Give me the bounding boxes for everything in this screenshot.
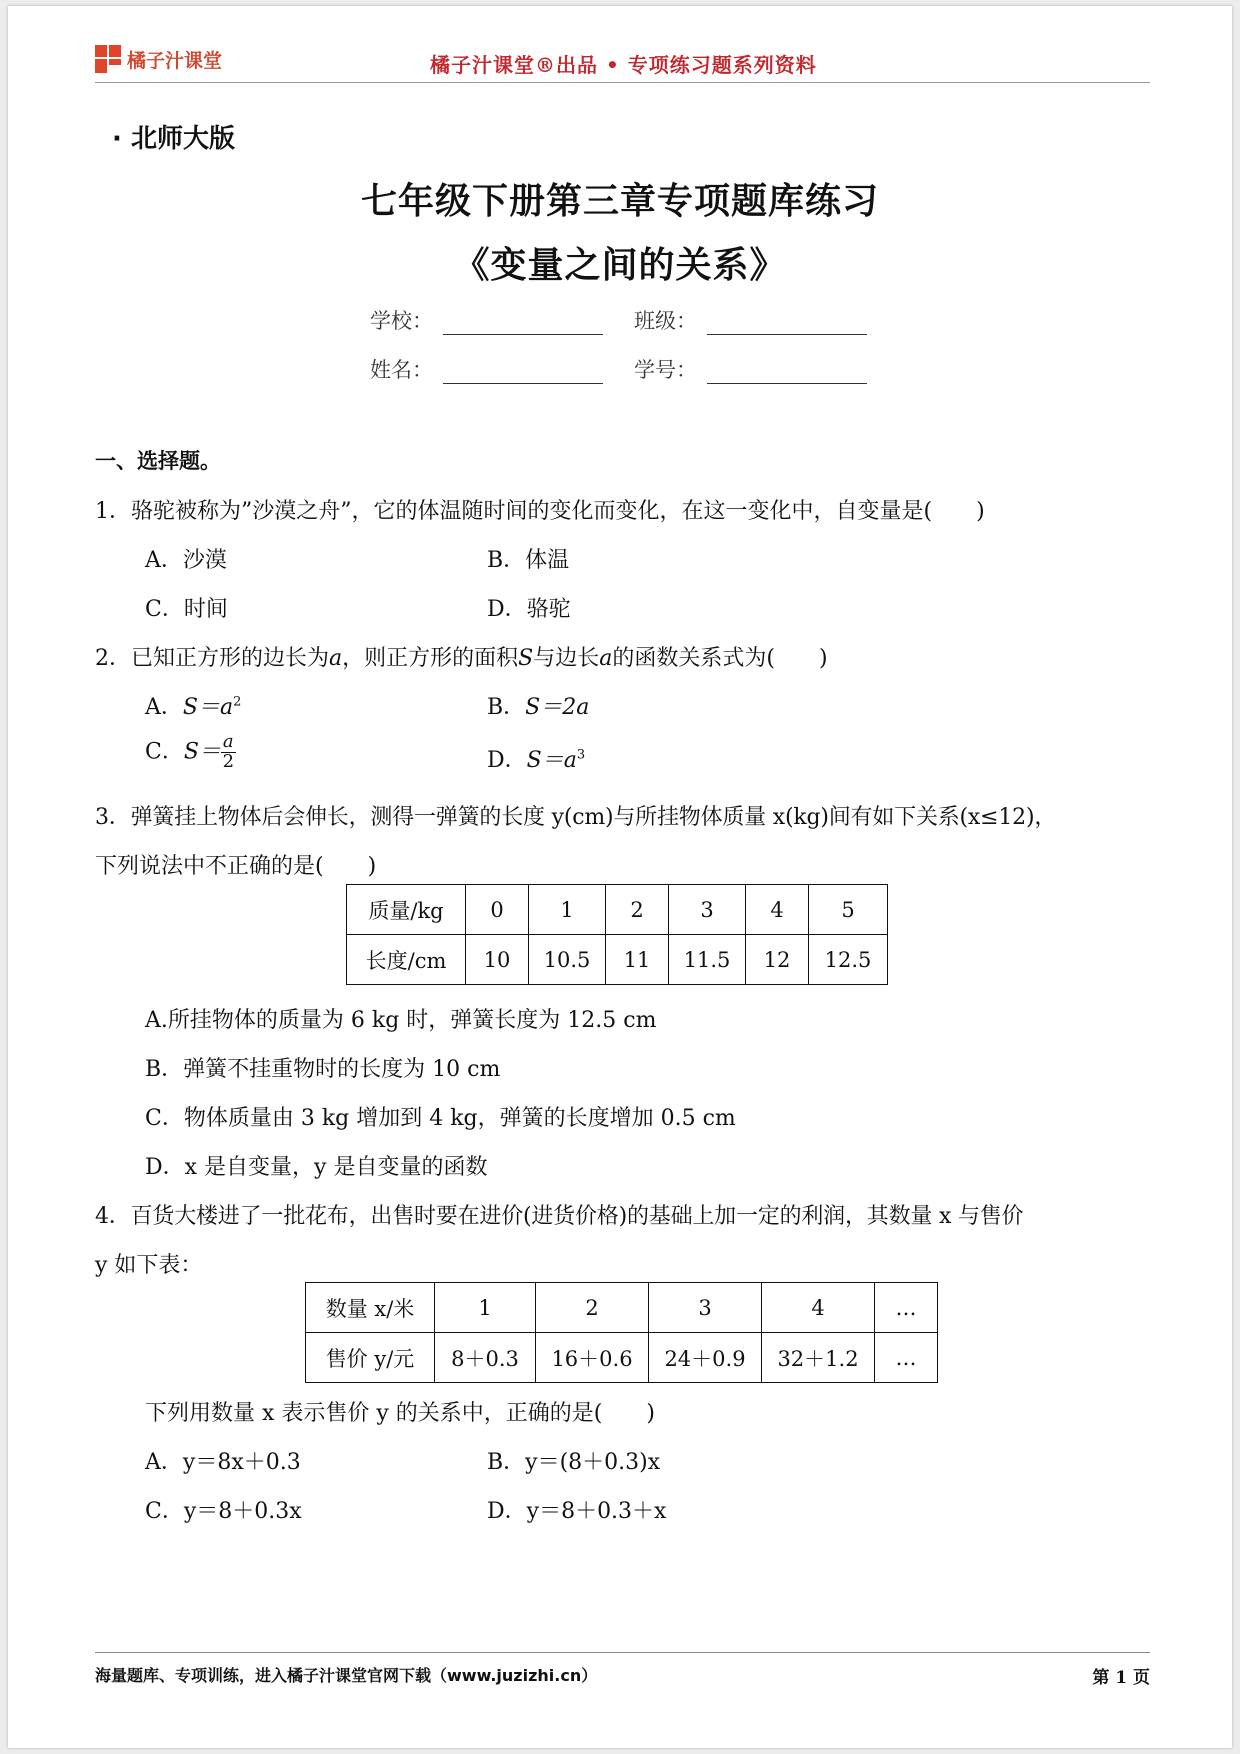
table-cell: 3 <box>669 885 746 935</box>
question-4-option-b[interactable]: B．y＝(8＋0.3)x <box>487 1450 661 1475</box>
table-row <box>347 885 888 935</box>
question-4-prompt: 下列用数量 x 表示售价 y 的关系中，正确的是( ) <box>145 1401 655 1426</box>
page-subtitle: 《变量之间的关系》 <box>453 244 787 286</box>
table-cell: 2 <box>536 1283 649 1333</box>
question-4-option-d[interactable]: D．y＝8＋0.3＋x <box>487 1499 667 1524</box>
table-row <box>306 1333 938 1383</box>
table-cell: 24＋0.9 <box>649 1333 762 1383</box>
page-title: 七年级下册第三章专项题库练习 <box>360 180 879 222</box>
question-1-option-a[interactable]: A．沙漠 <box>145 548 227 573</box>
fraction: $\frac{a}{2}$ <box>222 731 235 772</box>
student-id-blank[interactable] <box>707 363 867 384</box>
table-cell: … <box>875 1283 938 1333</box>
question-1-option-d[interactable]: D．骆驼 <box>487 597 571 622</box>
table-cell: 4 <box>746 885 809 935</box>
question-2-stem: 2．已知正方形的边长为a，则正方形的面积S与边长a的函数关系式为( ) <box>95 646 828 671</box>
footer-promo: 海量题库、专项训练，进入橘子汁课堂官网下载（www.juzizhi.cn） <box>95 1666 598 1685</box>
question-4-option-a[interactable]: A．y＝8x＋0.3 <box>145 1450 301 1475</box>
logo-icon <box>95 45 121 73</box>
question-2-option-d[interactable]: D．$S=a^3$ <box>487 747 586 773</box>
table-header-cell: 长度/cm <box>347 935 466 985</box>
question-3-option-b[interactable]: B．弹簧不挂重物时的长度为 10 cm <box>145 1057 501 1082</box>
table-cell: 16＋0.6 <box>536 1333 649 1383</box>
header-tagline: 橘子汁课堂®出品 • 专项练习题系列资料 <box>430 53 817 77</box>
table-cell: … <box>875 1333 938 1383</box>
name-field: 姓名： <box>370 354 603 384</box>
question-3-option-c[interactable]: C．物体质量由 3 kg 增加到 4 kg，弹簧的长度增加 0.5 cm <box>145 1106 736 1131</box>
table-header-cell: 质量/kg <box>347 885 466 935</box>
question-1-option-c[interactable]: C．时间 <box>145 597 228 622</box>
table-cell: 4 <box>762 1283 875 1333</box>
table-row <box>347 935 888 985</box>
question-4-stem-line1: 4．百货大楼进了一批花布，出售时要在进价(进货价格)的基础上加一定的利润，其数量 x 与售价 <box>95 1204 1024 1229</box>
table-cell: 3 <box>649 1283 762 1333</box>
table-cell: 5 <box>809 885 888 935</box>
table-header-cell: 售价 y/元 <box>306 1333 435 1383</box>
class-field: 班级： <box>634 305 867 335</box>
page-footer <box>95 1652 1150 1693</box>
question-2-option-a[interactable]: A．$S=a^2$ <box>145 694 242 720</box>
page-number: 第 1 页 <box>1092 1668 1150 1688</box>
question-2-option-c[interactable]: C．S＝ $\frac{a}{2}$ <box>145 731 235 772</box>
table-cell: 11 <box>606 935 669 985</box>
table-cell: 32＋1.2 <box>762 1333 875 1383</box>
question-3-option-d[interactable]: D．x 是自变量，y 是自变量的函数 <box>145 1155 488 1180</box>
question-4-option-c[interactable]: C．y＝8＋0.3x <box>145 1499 302 1524</box>
student-id-field: 学号： <box>634 354 867 384</box>
question-2-option-b[interactable]: B．S＝2a <box>487 695 590 720</box>
table-cell: 0 <box>466 885 529 935</box>
question-1-stem: 1．骆驼被称为”沙漠之舟”，它的体温随时间的变化而变化，在这一变化中，自变量是( ) <box>95 499 985 524</box>
question-1-option-b[interactable]: B．体温 <box>487 548 570 573</box>
price-data-table <box>305 1282 938 1383</box>
table-row <box>306 1283 938 1333</box>
logo-text: 橘子汁课堂 <box>127 49 223 72</box>
question-3-stem-line2: 下列说法中不正确的是( ) <box>95 854 377 879</box>
table-header-cell: 数量 x/米 <box>306 1283 435 1333</box>
name-blank[interactable] <box>443 363 603 384</box>
table-cell: 12.5 <box>809 935 888 985</box>
question-3-option-a[interactable]: A.所挂物体的质量为 6 kg 时，弹簧长度为 12.5 cm <box>145 1008 657 1033</box>
table-cell: 11.5 <box>669 935 746 985</box>
section-heading: 一、选择题。 <box>95 449 221 473</box>
table-cell: 1 <box>435 1283 536 1333</box>
page-header <box>95 42 1150 83</box>
question-3-stem-line1: 3．弹簧挂上物体后会伸长，测得一弹簧的长度 y(cm)与所挂物体质量 x(kg)间有如下关系(x≤12)， <box>95 805 1057 830</box>
edition-label: · 北师大版 <box>112 124 235 154</box>
table-cell: 12 <box>746 935 809 985</box>
class-blank[interactable] <box>707 314 867 335</box>
table-cell: 1 <box>529 885 606 935</box>
school-blank[interactable] <box>443 314 603 335</box>
table-cell: 2 <box>606 885 669 935</box>
school-field: 学校： <box>370 305 603 335</box>
spring-data-table <box>346 884 888 985</box>
logo <box>95 45 222 73</box>
table-cell: 10.5 <box>529 935 606 985</box>
table-cell: 10 <box>466 935 529 985</box>
table-cell: 8＋0.3 <box>435 1333 536 1383</box>
question-4-stem-line2: y 如下表： <box>95 1253 203 1278</box>
